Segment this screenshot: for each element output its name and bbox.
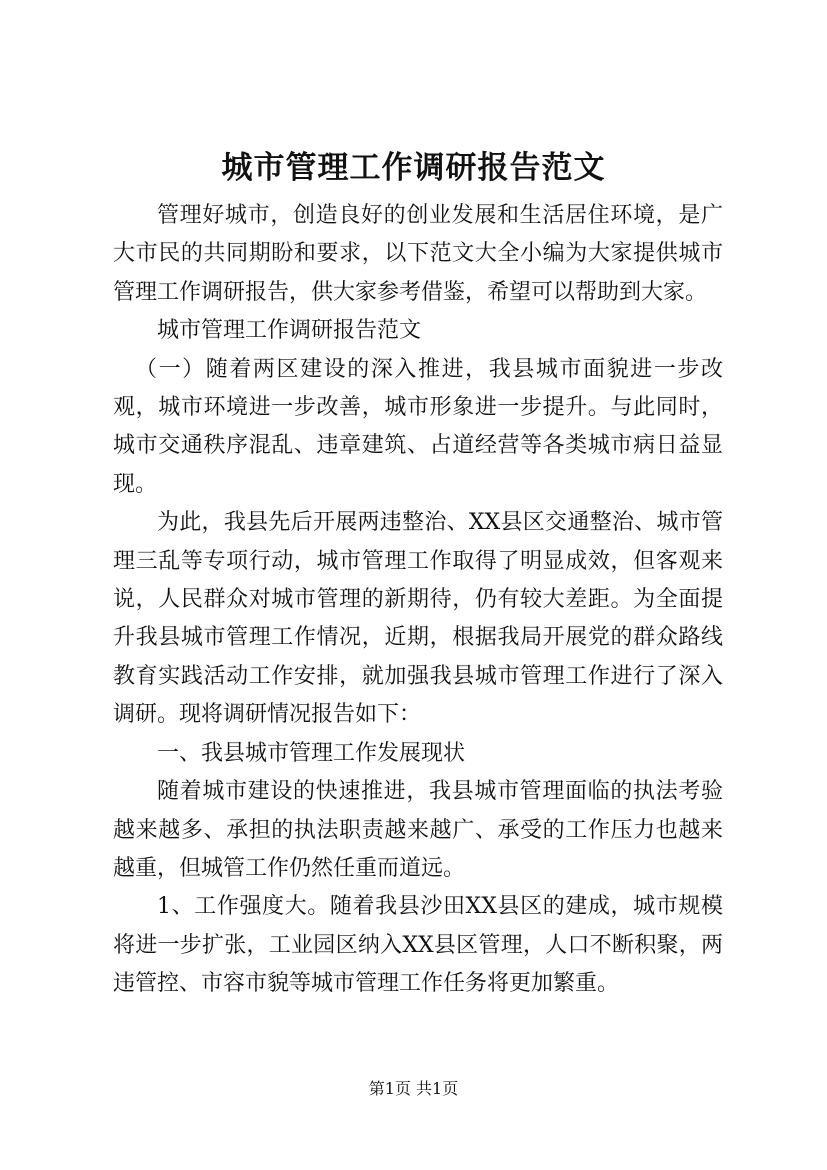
paragraph-section-1: （一）随着两区建设的深入推进，我县城市面貌进一步改观，城市环境进一步改善，城市形象进一步提升。与此同时，城市交通秩序混乱、违章建筑、占道经营等各类城市病日益显现。 <box>113 356 723 497</box>
paragraph-status: 随着城市建设的快速推进，我县城市管理面临的执法考验越来越多、承担的执法职责越来越广、承受的工作压力也越来越重，但城管工作仍然任重而道远。 <box>113 779 723 881</box>
section-heading: 一、我县城市管理工作发展现状 <box>157 740 466 766</box>
paragraph-actions: 为此，我县先后开展两违整治、XX县区交通整治、城市管理三乱等专项行动，城市管理工作取得了明显成效，但客观来说，人民群众对城市管理的新期待，仍有较大差距。为全面提升我县城市管理工作情况，近期，根据我局开展党的群众路线教育实践活动工作安排，就加强我县城市管理工作进行了深入调研。现将调研情况报告如下： <box>113 510 723 728</box>
paragraph-work-intensity: 1、工作强度大。随着我县沙田XX县区的建成，城市规模将进一步扩张，工业园区纳入XX县区管理，人口不断积聚，两违管控、市容市貌等城市管理工作任务将更加繁重。 <box>113 894 723 997</box>
document-title: 城市管理工作调研报告范文 <box>221 150 606 186</box>
document-body <box>113 197 723 1004</box>
page-footer: 第1页 共1页 <box>368 1079 459 1098</box>
paragraph-intro: 管理好城市，创造良好的创业发展和生活居住环境，是广大市民的共同期盼和要求，以下范文大全小编为大家提供城市管理工作调研报告，供大家参考借鉴，希望可以帮助到大家。 <box>113 203 723 305</box>
paragraph-subtitle: 城市管理工作调研报告范文 <box>157 318 422 344</box>
